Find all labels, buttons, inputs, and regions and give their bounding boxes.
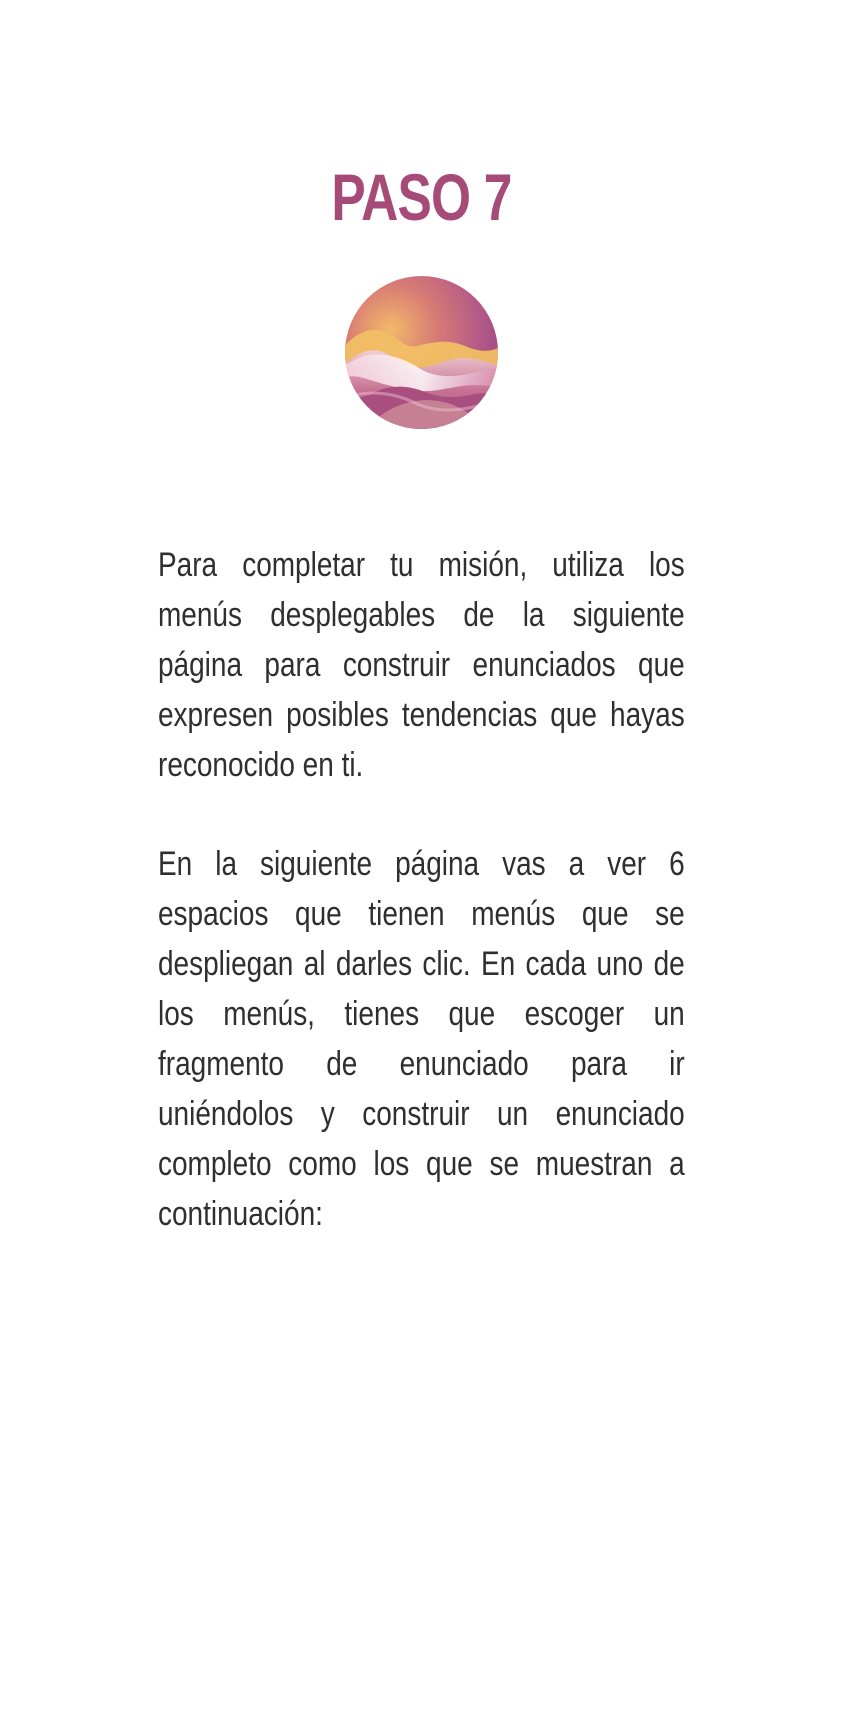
- sunset-landscape-icon: [345, 276, 498, 429]
- instructions: [158, 540, 685, 1239]
- instruction-paragraph: En la siguiente página vas a ver 6 espacios que tienen menús que se despliegan al darles clic. En cada uno de los menús, tienes que escoger un fragmento de enunciado para ir uniéndolos y construir un enunciado completo como los que se muestran a continuación:: [158, 845, 685, 1233]
- instruction-paragraph: Para completar tu misión, utiliza los menús desplegables de la siguiente página para construir enunciados que expresen posibles tendencias que hayas reconocido en ti.: [158, 546, 685, 784]
- page-title: PASO 7: [331, 160, 512, 234]
